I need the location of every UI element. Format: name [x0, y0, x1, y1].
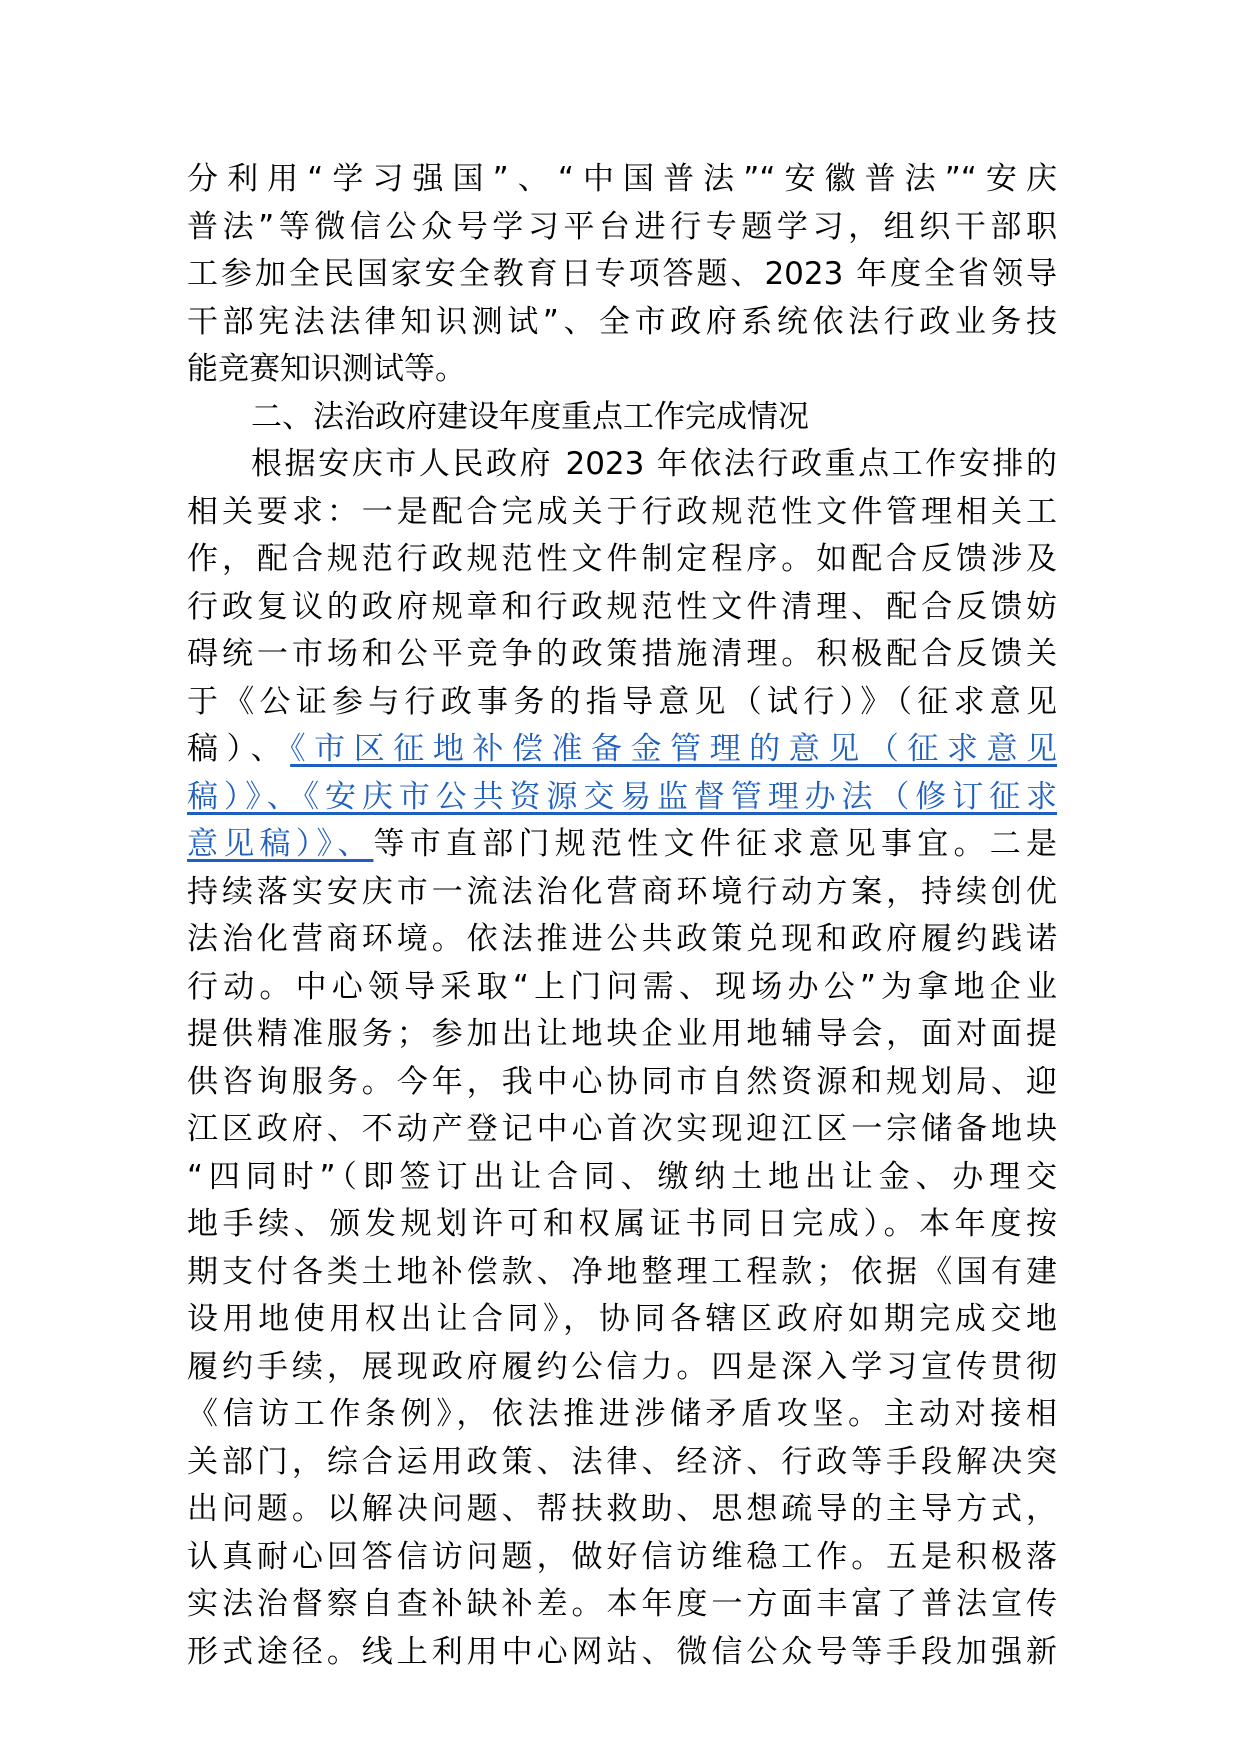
body-line-link: [187, 774, 1057, 822]
body-line: 普法”等微信公众号学习平台进行专题学习，组织干部职: [187, 208, 1057, 245]
body-line: 设用地使用权出让合同》，协同各辖区政府如期完成交地: [187, 1301, 1057, 1337]
body-line: 地手续、颁发规划许可和权属证书同日完成）。本年度按: [187, 1206, 1057, 1242]
body-line: 作，配合规范行政规范性文件制定程序。如配合反馈涉及: [187, 541, 1057, 577]
body-line: 《信访工作条例》，依法推进涉储矛盾攻坚。主动对接相: [187, 1396, 1057, 1432]
body-line: 分利用“学习强国”、“中国普法”“安徽普法”“安庆: [187, 161, 1057, 197]
body-line: 认真耐心回答信访问题，做好信访维稳工作。五是积极落: [187, 1538, 1057, 1575]
body-line: 江区政府、不动产登记中心首次实现迎江区一宗储备地块: [187, 1111, 1057, 1147]
body-line: “四同时”（即签订出让合同、缴纳土地出让金、办理交: [187, 1158, 1057, 1195]
body-line-with-link: [187, 821, 1057, 869]
body-line: 供咨询服务。今年，我中心协同市自然资源和规划局、迎: [187, 1063, 1057, 1100]
body-line: 法治化营商环境。依法推进公共政策兑现和政府履约践诺: [187, 921, 1057, 957]
body-line: 提供精准服务；参加出让地块企业用地辅导会，面对面提: [187, 1016, 1057, 1052]
document-page: [187, 156, 1057, 1676]
body-line: 工参加全民国家安全教育日专项答题、2023 年度全省领导: [187, 256, 1057, 292]
section-heading: 二、法治政府建设年度重点工作完成情况: [251, 398, 809, 435]
body-line: 出问题。以解决问题、帮扶救助、思想疏导的主导方式，: [187, 1491, 1057, 1527]
document-link[interactable]: 《市区征地补偿准备金管理的意见（征求意见: [290, 731, 1058, 767]
body-line: 实法治督察自查补缺补差。本年度一方面丰富了普法宣传: [187, 1586, 1057, 1622]
body-line: 于《公证参与行政事务的指导意见（试行）》（征求意见: [187, 683, 1057, 720]
body-line: 期支付各类土地补偿款、净地整理工程款；依据《国有建: [187, 1253, 1057, 1290]
body-line: 行动。中心领导采取“上门问需、现场办公”为拿地企业: [187, 968, 1057, 1005]
body-line: 碍统一市场和公平竞争的政策措施清理。积极配合反馈关: [187, 636, 1057, 672]
body-line: 形式途径。线上利用中心网站、微信公众号等手段加强新: [187, 1633, 1057, 1670]
document-link[interactable]: 意见稿）》、: [187, 826, 374, 862]
body-line: 持续落实安庆市一流法治化营商环境行动方案，持续创优: [187, 873, 1057, 910]
body-line: 根据安庆市人民政府 2023 年依法行政重点工作安排的: [251, 446, 1057, 482]
body-text: 等市直部门规范性文件征求意见事宜。二是: [373, 826, 1057, 862]
body-line: 干部宪法法律知识测试”、全市政府系统依法行政业务技: [187, 303, 1057, 340]
body-line: 相关要求：一是配合完成关于行政规范性文件管理相关工: [187, 493, 1057, 530]
body-text: 稿）、: [187, 731, 291, 767]
body-line: 行政复议的政府规章和行政规范性文件清理、配合反馈妨: [187, 588, 1057, 625]
document-link[interactable]: 稿）》、《安庆市公共资源交易监督管理办法（修订征求: [187, 778, 1057, 815]
body-line: 履约手续，展现政府履约公信力。四是深入学习宣传贯彻: [187, 1348, 1057, 1385]
body-line: 能竞赛知识测试等。: [187, 351, 466, 387]
body-line: 关部门，综合运用政策、法律、经济、行政等手段解决突: [187, 1443, 1057, 1480]
body-line-with-link: [187, 726, 1057, 774]
